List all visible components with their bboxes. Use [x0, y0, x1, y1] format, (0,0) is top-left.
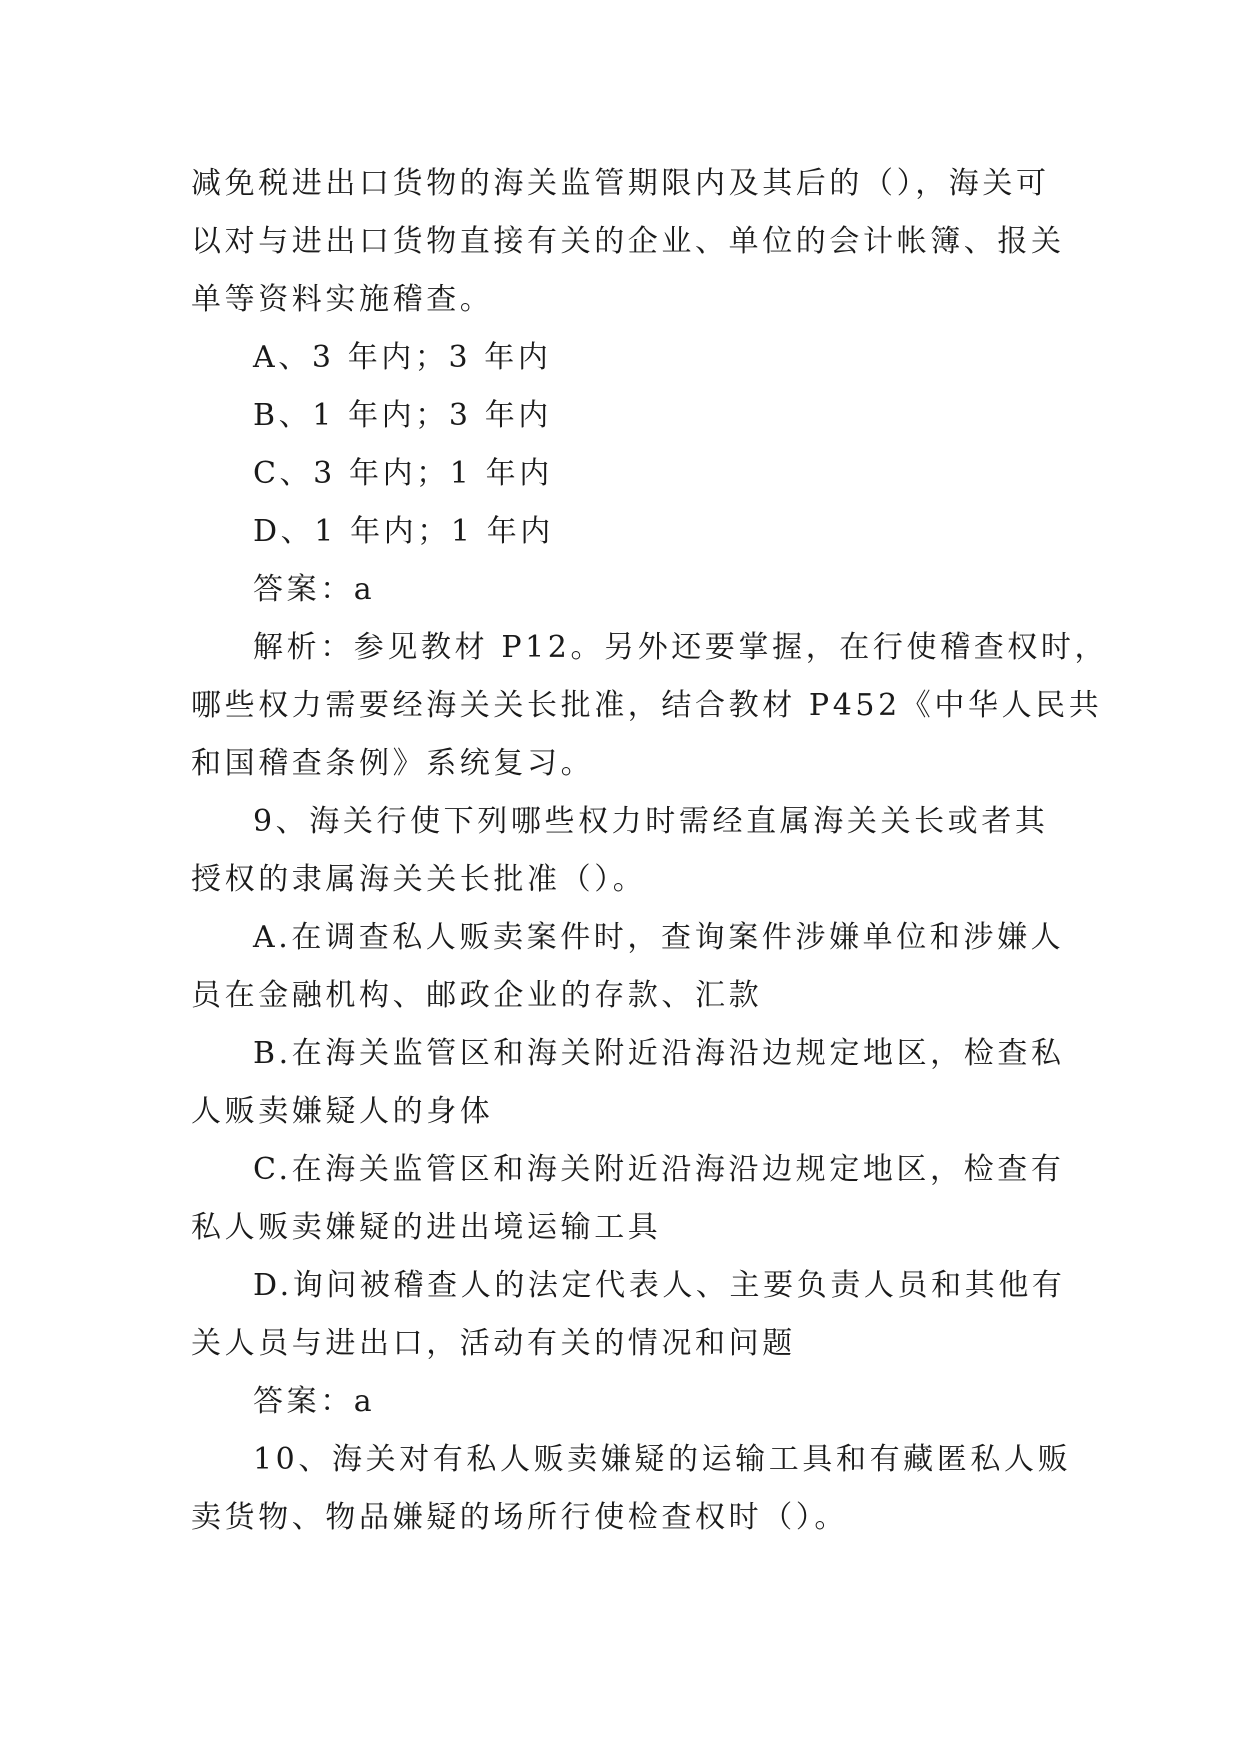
option-a: A、3 年内；3 年内 [253, 340, 552, 375]
answer: 答案：a [253, 1384, 376, 1419]
text-line: 关人员与进出口，活动有关的情况和问题 [191, 1326, 796, 1361]
document-page [191, 155, 1109, 1547]
text-line: 减免税进出口货物的海关监管期限内及其后的（），海关可 [191, 166, 1050, 201]
question-9: 9、海关行使下列哪些权力时需经直属海关关长或者其 [253, 804, 1049, 839]
text-line: 单等资料实施稽查。 [191, 282, 494, 317]
option-d: D.询问被稽查人的法定代表人、主要负责人员和其他有 [253, 1268, 1066, 1303]
text-line: 以对与进出口货物直接有关的企业、单位的会计帐簿、报关 [191, 224, 1065, 259]
text-line: 人贩卖嫌疑人的身体 [191, 1094, 494, 1129]
option-c: C.在海关监管区和海关附近沿海沿边规定地区，检查有 [253, 1152, 1065, 1187]
option-d: D、1 年内；1 年内 [253, 514, 554, 549]
text-line: 和国稽查条例》系统复习。 [191, 746, 595, 781]
text-line: 卖货物、物品嫌疑的场所行使检查权时（）。 [191, 1500, 848, 1535]
text-line: 私人贩卖嫌疑的进出境运输工具 [191, 1210, 662, 1245]
option-a: A.在调查私人贩卖案件时，查询案件涉嫌单位和涉嫌人 [253, 920, 1065, 955]
option-c: C、3 年内；1 年内 [253, 456, 553, 491]
text-line: 哪些权力需要经海关关长批准，结合教材 P452《中华人民共 [191, 688, 1103, 723]
text-line: 授权的隶属海关关长批准（）。 [191, 862, 647, 897]
question-10: 10、海关对有私人贩卖嫌疑的运输工具和有藏匿私人贩 [253, 1442, 1072, 1477]
text-line: 员在金融机构、邮政企业的存款、汇款 [191, 978, 763, 1013]
analysis: 解析：参见教材 P12。另外还要掌握，在行使稽查权时， [253, 630, 1109, 665]
option-b: B.在海关监管区和海关附近沿海沿边规定地区，检查私 [253, 1036, 1065, 1071]
option-b: B、1 年内；3 年内 [253, 398, 552, 433]
answer: 答案：a [253, 572, 376, 607]
